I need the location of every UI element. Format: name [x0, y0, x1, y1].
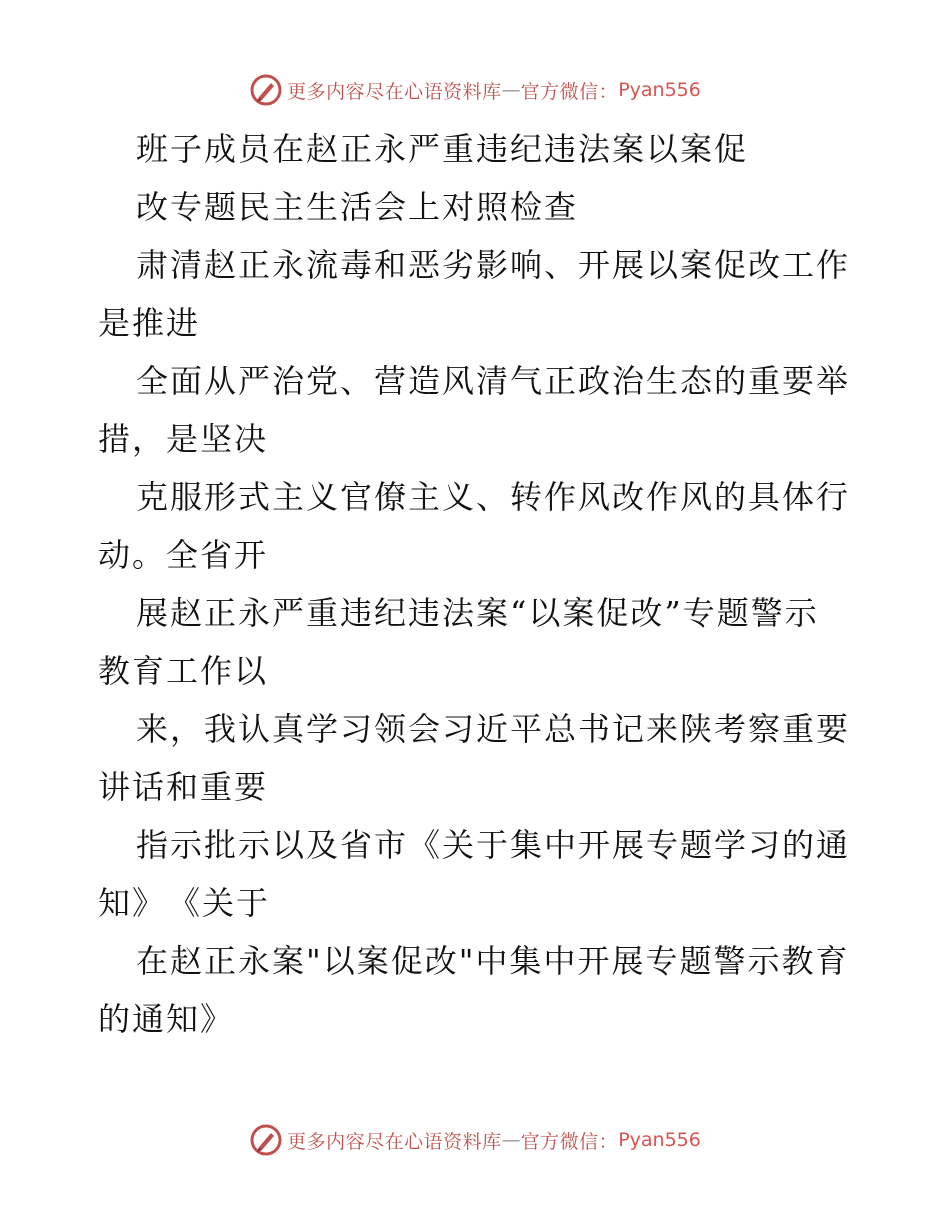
text-line: 教育工作以 — [98, 652, 269, 690]
pen-logo-icon — [249, 1123, 283, 1157]
text-line: 的通知》 — [98, 1000, 235, 1038]
footer-watermark — [0, 1120, 950, 1160]
watermark-dash: — — [501, 79, 521, 101]
watermark-official-text: 官方微信： — [520, 1130, 619, 1153]
text-line: 班子成员在赵正永严重违纪违法案以案促 — [136, 130, 749, 168]
text-line: 是推进 — [98, 304, 201, 342]
text-line: 在赵正永案"以案促改"中集中开展专题警示教育 — [136, 942, 850, 980]
watermark-dash: — — [501, 1129, 521, 1151]
text-line: 全面从严治党、营造风清气正政治生态的重要举 — [136, 362, 851, 400]
watermark-account: Pyan556 — [618, 79, 701, 101]
watermark-account: Pyan556 — [618, 1129, 701, 1151]
text-line: 指示批示以及省市《关于集中开展专题学习的通 — [136, 826, 851, 864]
text-line: 改专题民主生活会上对照检查 — [136, 188, 579, 226]
watermark-official-text: 官方微信： — [520, 80, 619, 103]
text-line: 动。全省开 — [98, 536, 269, 574]
watermark-main-text: 更多内容尽在心语资料库 — [287, 1130, 502, 1153]
text-line: 肃清赵正永流毒和恶劣影响、开展以案促改工作 — [136, 246, 851, 284]
text-line: 展赵正永严重违纪违法案“以案促改”专题警示 — [136, 594, 819, 632]
header-watermark — [0, 70, 950, 110]
text-line: 讲话和重要 — [98, 768, 269, 806]
text-line: 来，我认真学习领会习近平总书记来陕考察重要 — [136, 710, 851, 748]
pen-logo-icon — [249, 73, 283, 107]
text-line: 措，是坚决 — [98, 420, 269, 458]
watermark-main-text: 更多内容尽在心语资料库 — [287, 80, 502, 103]
text-line: 克服形式主义官僚主义、转作风改作风的具体行 — [136, 478, 851, 516]
document-body — [98, 120, 858, 1048]
text-line: 知》 《关于 — [98, 884, 271, 922]
